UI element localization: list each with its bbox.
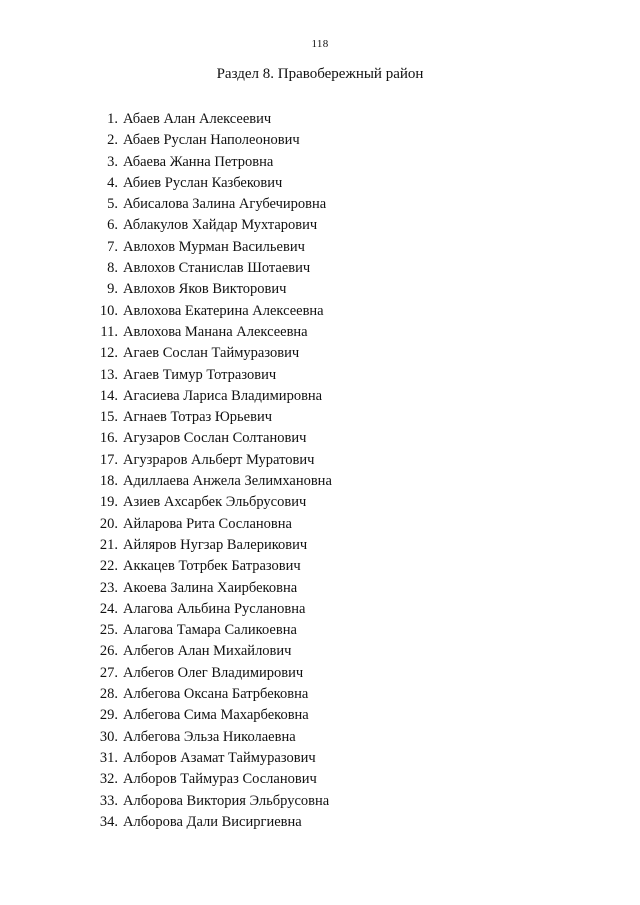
list-item-number: 7.: [107, 238, 118, 255]
list-item: [0, 215, 640, 236]
list-item-name: Албегов Алан Михайлович: [123, 643, 292, 660]
list-item: [0, 535, 640, 556]
list-item-number: 23.: [99, 579, 118, 596]
list-item: [0, 343, 640, 364]
list-item-number: 25.: [99, 622, 118, 639]
list-item-name: Абаева Жанна Петровна: [123, 153, 274, 170]
list-item: [0, 748, 640, 769]
list-item-name: Алборов Таймураз Сосланович: [123, 771, 317, 788]
list-item: [0, 492, 640, 513]
list-item: [0, 727, 640, 748]
list-item: [0, 194, 640, 215]
list-item-name: Аблакулов Хайдар Мухтарович: [123, 217, 318, 234]
list-item-name: Авлохов Яков Викторович: [123, 281, 287, 298]
list-item-number: 29.: [99, 707, 118, 724]
list-item: [0, 514, 640, 535]
list-item-name: Агузраров Альберт Муратович: [123, 451, 315, 468]
list-item-number: 33.: [99, 792, 118, 809]
list-item-number: 11.: [100, 323, 118, 340]
list-item-number: 24.: [99, 600, 118, 617]
list-item: [0, 769, 640, 790]
list-item-number: 31.: [99, 749, 118, 766]
list-item: [0, 641, 640, 662]
list-item-name: Алагова Тамара Саликоевна: [123, 622, 297, 639]
list-item: [0, 450, 640, 471]
list-item-name: Абисалова Залина Агубечировна: [123, 196, 327, 213]
list-item: [0, 599, 640, 620]
list-item-name: Алборов Азамат Таймуразович: [123, 749, 316, 766]
list-item: [0, 812, 640, 833]
list-item-name: Агасиева Лариса Владимировна: [123, 387, 323, 404]
list-item-name: Алагова Альбина Руслановна: [123, 600, 306, 617]
list-item-name: Абиев Руслан Казбекович: [123, 174, 283, 191]
list-item: [0, 684, 640, 705]
list-item-name: Авлохов Станислав Шотаевич: [123, 260, 311, 277]
list-item-name: Акоева Залина Хаирбековна: [123, 579, 298, 596]
list-item-number: 10.: [99, 302, 118, 319]
list-item-number: 3.: [107, 153, 118, 170]
list-item-name: Авлохова Екатерина Алексеевна: [123, 302, 324, 319]
list-item-name: Агаев Тимур Тотразович: [123, 366, 277, 383]
list-item-number: 15.: [99, 409, 118, 426]
list-item-name: Азиев Ахсарбек Эльбрусович: [123, 494, 307, 511]
list-item-name: Албегова Сима Махарбековна: [123, 707, 309, 724]
list-item: [0, 237, 640, 258]
list-item-number: 5.: [107, 196, 118, 213]
list-item-name: Албегова Оксана Батрбековна: [123, 686, 309, 703]
list-item: [0, 279, 640, 300]
list-item-number: 21.: [99, 536, 118, 553]
list-item-name: Адиллаева Анжела Зелимхановна: [123, 473, 332, 490]
list-item-number: 13.: [99, 366, 118, 383]
list-item: [0, 109, 640, 130]
list-item: [0, 386, 640, 407]
list-item: [0, 130, 640, 151]
list-item-number: 14.: [99, 387, 118, 404]
list-item: [0, 322, 640, 343]
list-item-name: Аккацев Тотрбек Батразович: [123, 558, 301, 575]
list-item-number: 8.: [107, 260, 118, 277]
list-item-number: 32.: [99, 771, 118, 788]
list-item: [0, 663, 640, 684]
list-item-number: 1.: [107, 111, 118, 127]
list-item: [0, 407, 640, 428]
list-item-number: 6.: [107, 217, 118, 234]
list-item-name: Айляров Нугзар Валерикович: [123, 536, 308, 553]
list-item-name: Авлохов Мурман Васильевич: [123, 238, 305, 255]
list-item-number: 26.: [99, 643, 118, 660]
page-number: 118: [311, 38, 329, 50]
list-item-number: 9.: [107, 281, 118, 298]
list-item: [0, 705, 640, 726]
list-item-number: 28.: [99, 686, 118, 703]
list-item: [0, 365, 640, 386]
list-item: [0, 791, 640, 812]
name-list: [0, 109, 640, 833]
list-item-name: Абаев Руслан Наполеонович: [123, 132, 300, 149]
list-item: [0, 258, 640, 279]
list-item-number: 19.: [99, 494, 118, 511]
list-item-name: Албегова Эльза Николаевна: [123, 728, 296, 745]
list-item-name: Алборова Дали Висиргиевна: [123, 813, 302, 830]
list-item-number: 27.: [99, 664, 118, 681]
list-item-name: Агаев Сослан Таймуразович: [123, 345, 300, 362]
list-item: [0, 428, 640, 449]
list-item-number: 34.: [99, 813, 118, 830]
list-item: [0, 471, 640, 492]
list-item: [0, 301, 640, 322]
list-item: [0, 578, 640, 599]
list-item: [0, 620, 640, 641]
list-item: [0, 173, 640, 194]
section-title: Раздел 8. Правобережный район: [216, 66, 424, 82]
list-item-number: 17.: [99, 451, 118, 468]
list-item-name: Агнаев Тотраз Юрьевич: [123, 409, 273, 426]
list-item-name: Албегов Олег Владимирович: [123, 664, 304, 681]
list-item-number: 20.: [99, 515, 118, 532]
list-item-number: 22.: [99, 558, 118, 575]
list-item-name: Агузаров Сослан Солтанович: [123, 430, 307, 447]
list-item-name: Айларова Рита Сослановна: [123, 515, 292, 532]
list-item-number: 12.: [99, 345, 118, 362]
list-item: [0, 152, 640, 173]
list-item-number: 18.: [99, 473, 118, 490]
list-item-name: Авлохова Манана Алексеевна: [123, 323, 308, 340]
list-item-name: Алборова Виктория Эльбрусовна: [123, 792, 330, 809]
list-item-number: 4.: [107, 174, 118, 191]
list-item-number: 16.: [99, 430, 118, 447]
list-item-name: Абаев Алан Алексеевич: [123, 111, 272, 127]
list-item-number: 2.: [107, 132, 118, 149]
list-item: [0, 556, 640, 577]
list-item-number: 30.: [99, 728, 118, 745]
